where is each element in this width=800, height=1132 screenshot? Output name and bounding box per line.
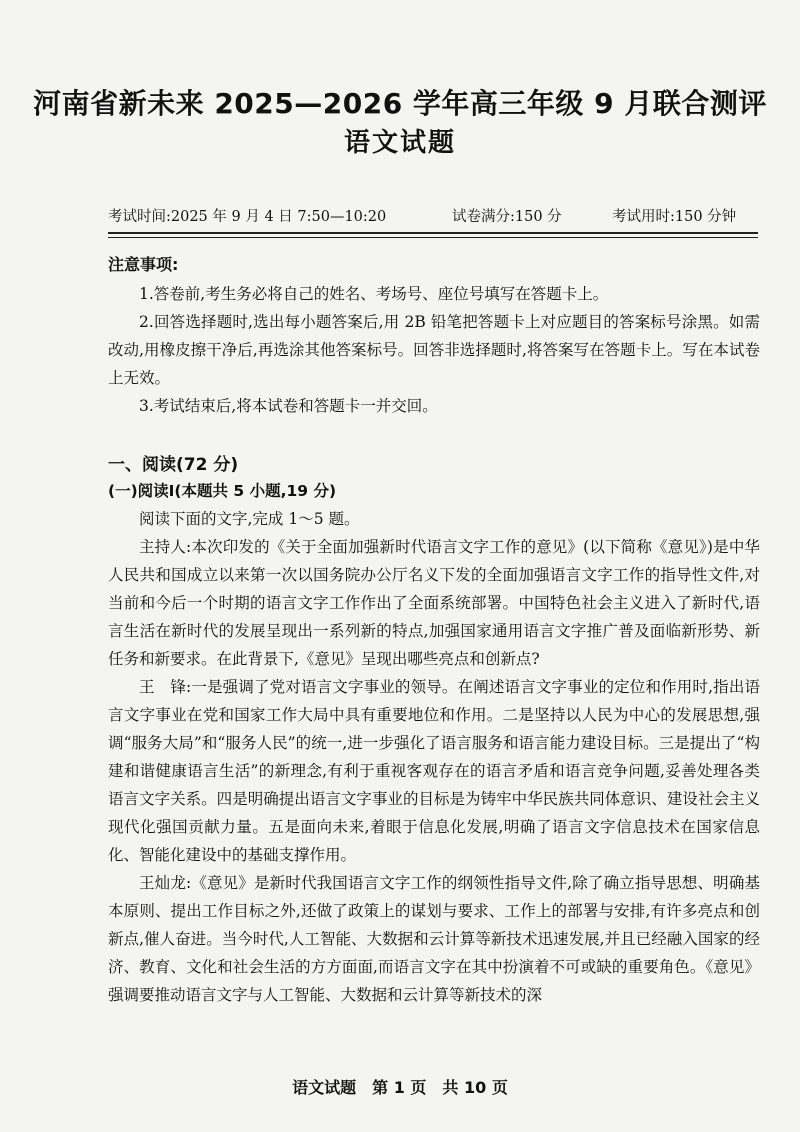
divider-thick <box>108 232 758 234</box>
passage-paragraph-1: 主持人:本次印发的《关于全面加强新时代语言文字工作的意见》(以下简称《意见》)是中华人民共和国成立以来第一次以国务院办公厅名义下发的全面加强语言文字工作的指导性文件,对当前和今后一个时期的语言文字工作作出了全面系统部署。中国特色社会主义进入了新时代,语言生活在新时代的发展呈现出一系列新的特点,加强国家通用语言文字推广普及面临新形势、新任务和新要求。在此背景下,《意见》呈现出哪些亮点和创新点? <box>108 538 760 668</box>
section-subheading: (一)阅读Ⅰ(本题共 5 小题,19 分) <box>108 482 337 500</box>
section-heading: 一、阅读(72 分) <box>108 455 239 475</box>
exam-time: 考试时间:2025 年 9 月 4 日 7:50—10:20 <box>108 209 387 225</box>
note-item-3: 3.考试结束后,将本试卷和答题卡一并交回。 <box>139 397 438 415</box>
reading-passage <box>108 505 760 1009</box>
page-footer: 语文试题 第 1 页 共 10 页 <box>292 1078 508 1097</box>
notes-list <box>108 280 760 420</box>
note-item-2: 2.回答选择题时,选出每小题答案后,用 2B 铅笔把答题卡上对应题目的答案标号涂黑。如需改动,用橡皮擦干净后,再选涂其他答案标号。回答非选择题时,将答案写在答题卡上。写在本试卷上无效。 <box>108 313 760 387</box>
exam-full-score: 试卷满分:150 分 <box>452 209 562 225</box>
exam-title: 河南省新未来 2025—2026 学年高三年级 9 月联合测评 <box>33 87 767 120</box>
exam-duration: 考试用时:150 分钟 <box>612 209 737 225</box>
reading-instruction: 阅读下面的文字,完成 1～5 题。 <box>139 510 360 528</box>
note-item-1: 1.答卷前,考生务必将自己的姓名、考场号、座位号填写在答题卡上。 <box>139 285 609 303</box>
passage-paragraph-3: 王灿龙:《意见》是新时代我国语言文字工作的纲领性指导文件,除了确立指导思想、明确基本原则、提出工作目标之外,还做了政策上的谋划与要求、工作上的部署与安排,有许多亮点和创新点,催人奋进。当今时代,人工智能、大数据和云计算等新技术迅速发展,并且已经融入国家的经济、教育、文化和社会生活的方方面面,而语言文字在其中扮演着不可或缺的重要角色。《意见》强调要推动语言文字与人工智能、大数据和云计算等新技术的深 <box>108 874 760 1004</box>
notes-heading: 注意事项: <box>108 255 179 274</box>
exam-subtitle: 语文试题 <box>343 128 456 158</box>
divider-thin <box>108 237 758 238</box>
passage-paragraph-2: 王 锋:一是强调了党对语言文字事业的领导。在阐述语言文字事业的定位和作用时,指出语言文字事业在党和国家工作大局中具有重要地位和作用。二是坚持以人民为中心的发展思想,强调“服务大局”和“服务人民”的统一,进一步强化了语言服务和语言能力建设目标。三是提出了“构建和谐健康语言生活”的新理念,有利于重视客观存在的语言矛盾和语言竞争问题,妥善处理各类语言文字关系。四是明确提出语言文字事业的目标是为铸牢中华民族共同体意识、建设社会主义现代化强国贡献力量。五是面向未来,着眼于信息化发展,明确了语言文字信息技术在国家信息化、智能化建设中的基础支撑作用。 <box>108 678 760 864</box>
